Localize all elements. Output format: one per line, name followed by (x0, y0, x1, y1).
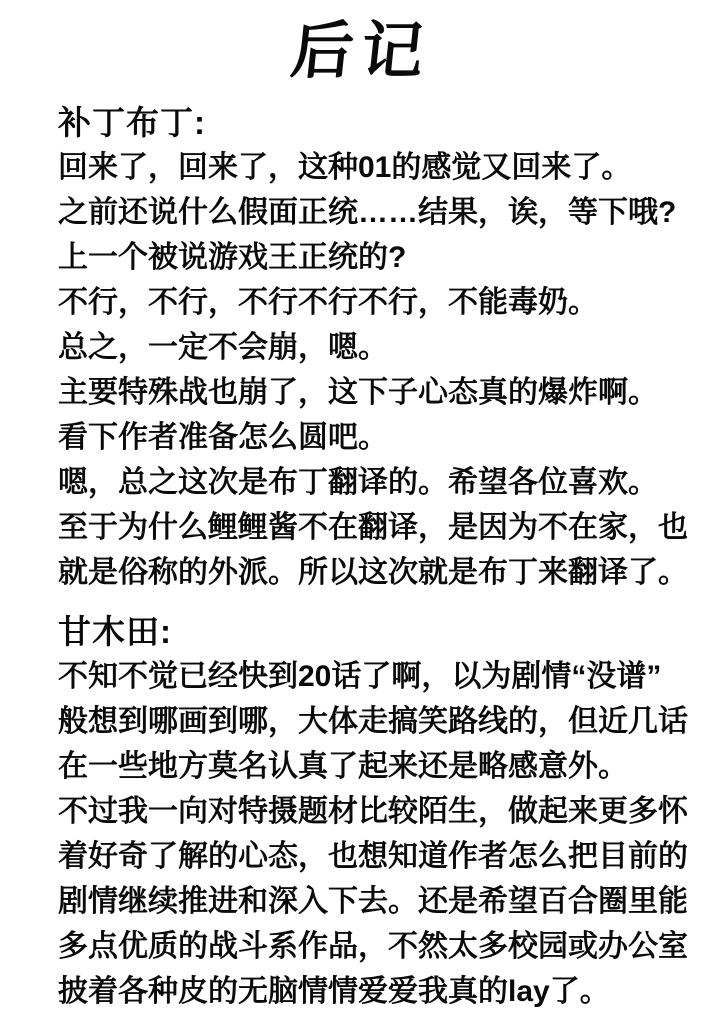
text-line: 多点优质的战斗系作品，不然太多校园或办公室 (58, 930, 688, 963)
text-line: 之前还说什么假面正统……结果，诶，等下哦? (58, 196, 677, 229)
page-title: 后记 (287, 17, 435, 86)
text-line: 不过我一向对特摄题材比较陌生，做起来更多怀 (58, 795, 688, 828)
text-line: 着好奇了解的心态，也想知道作者怎么把目前的 (58, 840, 688, 873)
text-line: 般想到哪画到哪，大体走搞笑路线的，但近几话 (58, 705, 688, 738)
text-line: 总之，一定不会崩，嗯。 (58, 331, 388, 364)
text-line: 就是俗称的外派。所以这次就是布丁来翻译了。 (58, 556, 688, 589)
text-line: 披着各种皮的无脑情情爱爱我真的lay了。 (58, 975, 610, 1008)
text-line: 嗯，总之这次是布丁翻译的。希望各位喜欢。 (58, 466, 658, 499)
section-header-ganmutian: 甘木田: (58, 613, 172, 650)
text-line: 不行，不行，不行不行不行，不能毒奶。 (58, 286, 598, 319)
section-typesetter-note (58, 609, 688, 1014)
section-translator-note (58, 100, 688, 595)
text-line: 主要特殊战也崩了，这下子心态真的爆炸啊。 (58, 376, 658, 409)
text-line: 看下作者准备怎么圆吧。 (58, 421, 388, 454)
text-line: 不知不觉已经快到20话了啊，以为剧情“没谱” (58, 660, 662, 693)
text-line: 在一些地方莫名认真了起来还是略感意外。 (58, 750, 628, 783)
text-line: 回来了，回来了，这种01的感觉又回来了。 (58, 151, 632, 184)
page-content (0, 100, 722, 1014)
text-line: 至于为什么鲤鲤酱不在翻译，是因为不在家，也 (58, 511, 688, 544)
text-line: 上一个被说游戏王正统的? (58, 241, 407, 274)
section-header-budingbuding: 补丁布丁: (58, 104, 206, 141)
text-line: 剧情继续推进和深入下去。还是希望百合圈里能 (58, 885, 688, 918)
